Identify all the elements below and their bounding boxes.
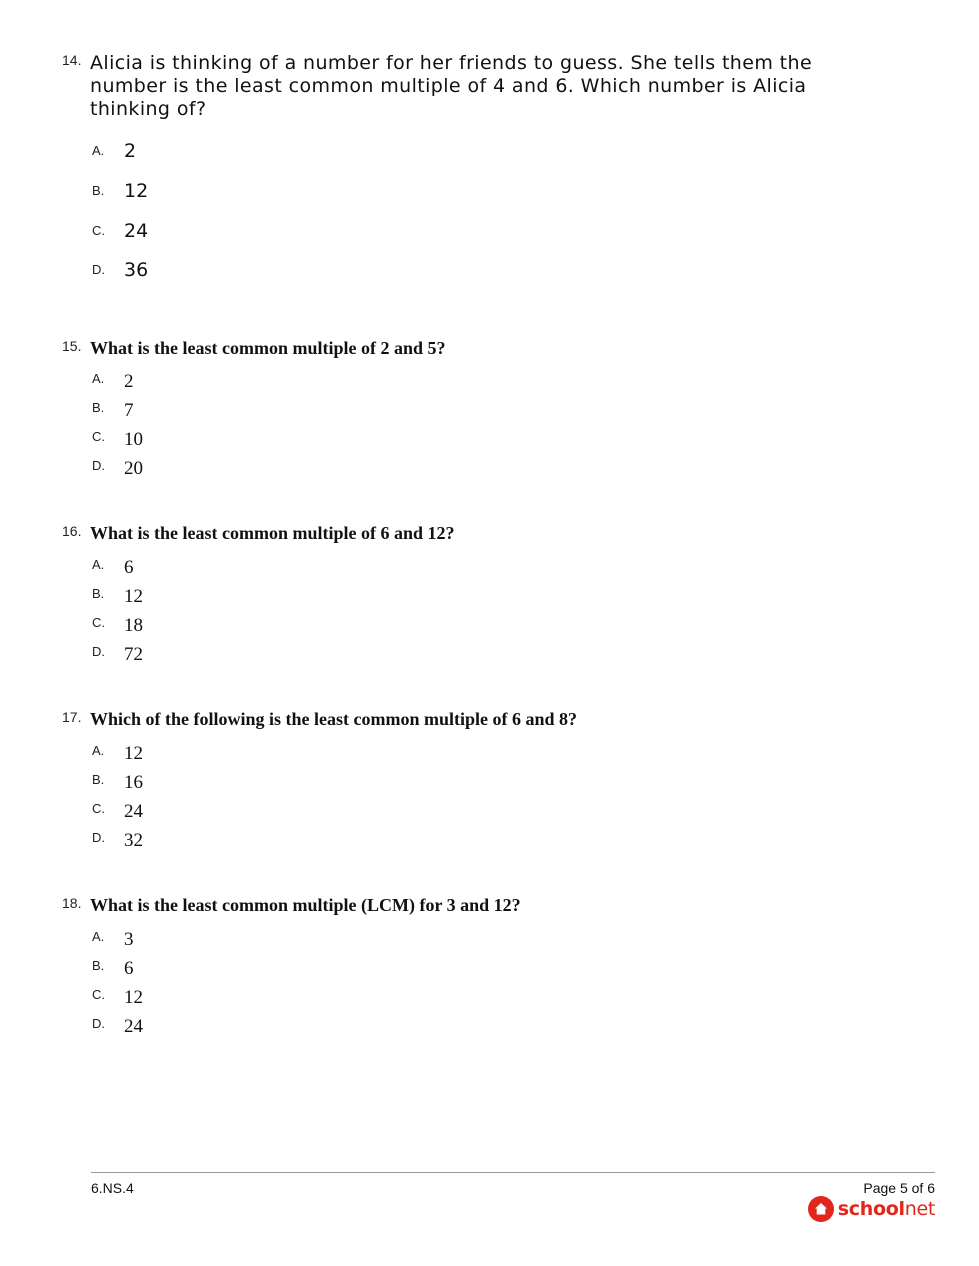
question-text: Which of the following is the least common multiple of 6 and 8?: [90, 709, 578, 729]
schoolnet-logo: [808, 1195, 935, 1223]
option-value: 20: [124, 458, 143, 479]
option-value: 16: [124, 772, 143, 793]
option-value: 2: [124, 371, 134, 392]
option-letter: D.: [92, 262, 105, 277]
option-letter: D.: [92, 830, 105, 845]
question-text: What is the least common multiple of 6 and 12?: [90, 523, 455, 543]
option-value: 72: [124, 644, 143, 665]
option-value: 12: [124, 586, 143, 607]
option-value: 2: [124, 140, 137, 162]
page-number: Page 5 of 6: [863, 1180, 935, 1196]
option-letter: B.: [92, 958, 105, 973]
question-number: 14.: [62, 52, 82, 68]
question-text: What is the least common multiple (LCM) for 3 and 12?: [90, 895, 521, 915]
option-value: 10: [124, 429, 143, 450]
question-text: Alicia is thinking of a number for her friends to guess. She tells them the number is the least common multiple of 4 and 6. Which number is Alicia thinking of?: [90, 52, 813, 120]
option-value: 24: [124, 801, 143, 822]
option-letter: C.: [92, 801, 105, 816]
option-letter: B.: [92, 586, 105, 601]
option-letter: D.: [92, 1016, 105, 1031]
option-letter: B.: [92, 772, 105, 787]
logo-text-net: net: [904, 1198, 935, 1220]
option-value: 32: [124, 830, 143, 851]
option-value: 3: [124, 929, 134, 950]
option-value: 12: [124, 987, 143, 1008]
question-text: What is the least common multiple of 2 and 5?: [90, 338, 446, 358]
question-number: 15.: [62, 338, 82, 354]
option-letter: D.: [92, 458, 105, 473]
option-letter: C.: [92, 223, 105, 238]
option-value: 6: [124, 557, 134, 578]
option-value: 7: [124, 400, 134, 421]
house-icon: [808, 1196, 834, 1222]
question-number: 16.: [62, 523, 82, 539]
option-letter: A.: [92, 929, 105, 944]
option-letter: C.: [92, 987, 105, 1002]
question-number: 17.: [62, 709, 82, 725]
standard-code: 6.NS.4: [91, 1180, 134, 1196]
option-value: 18: [124, 615, 143, 636]
option-letter: D.: [92, 644, 105, 659]
logo-text: [838, 1198, 935, 1220]
option-letter: B.: [92, 183, 105, 198]
option-value: 6: [124, 958, 134, 979]
option-value: 24: [124, 1016, 143, 1037]
option-value: 24: [124, 220, 149, 242]
option-value: 12: [124, 180, 149, 202]
logo-text-school: school: [837, 1198, 905, 1220]
option-letter: C.: [92, 429, 105, 444]
question-number: 18.: [62, 895, 82, 911]
option-letter: B.: [92, 400, 105, 415]
option-letter: A.: [92, 371, 105, 386]
option-letter: A.: [92, 557, 105, 572]
option-letter: A.: [92, 143, 105, 158]
option-value: 36: [124, 259, 149, 281]
option-letter: A.: [92, 743, 105, 758]
option-value: 12: [124, 743, 143, 764]
footer-divider: [91, 1172, 935, 1173]
option-letter: C.: [92, 615, 105, 630]
